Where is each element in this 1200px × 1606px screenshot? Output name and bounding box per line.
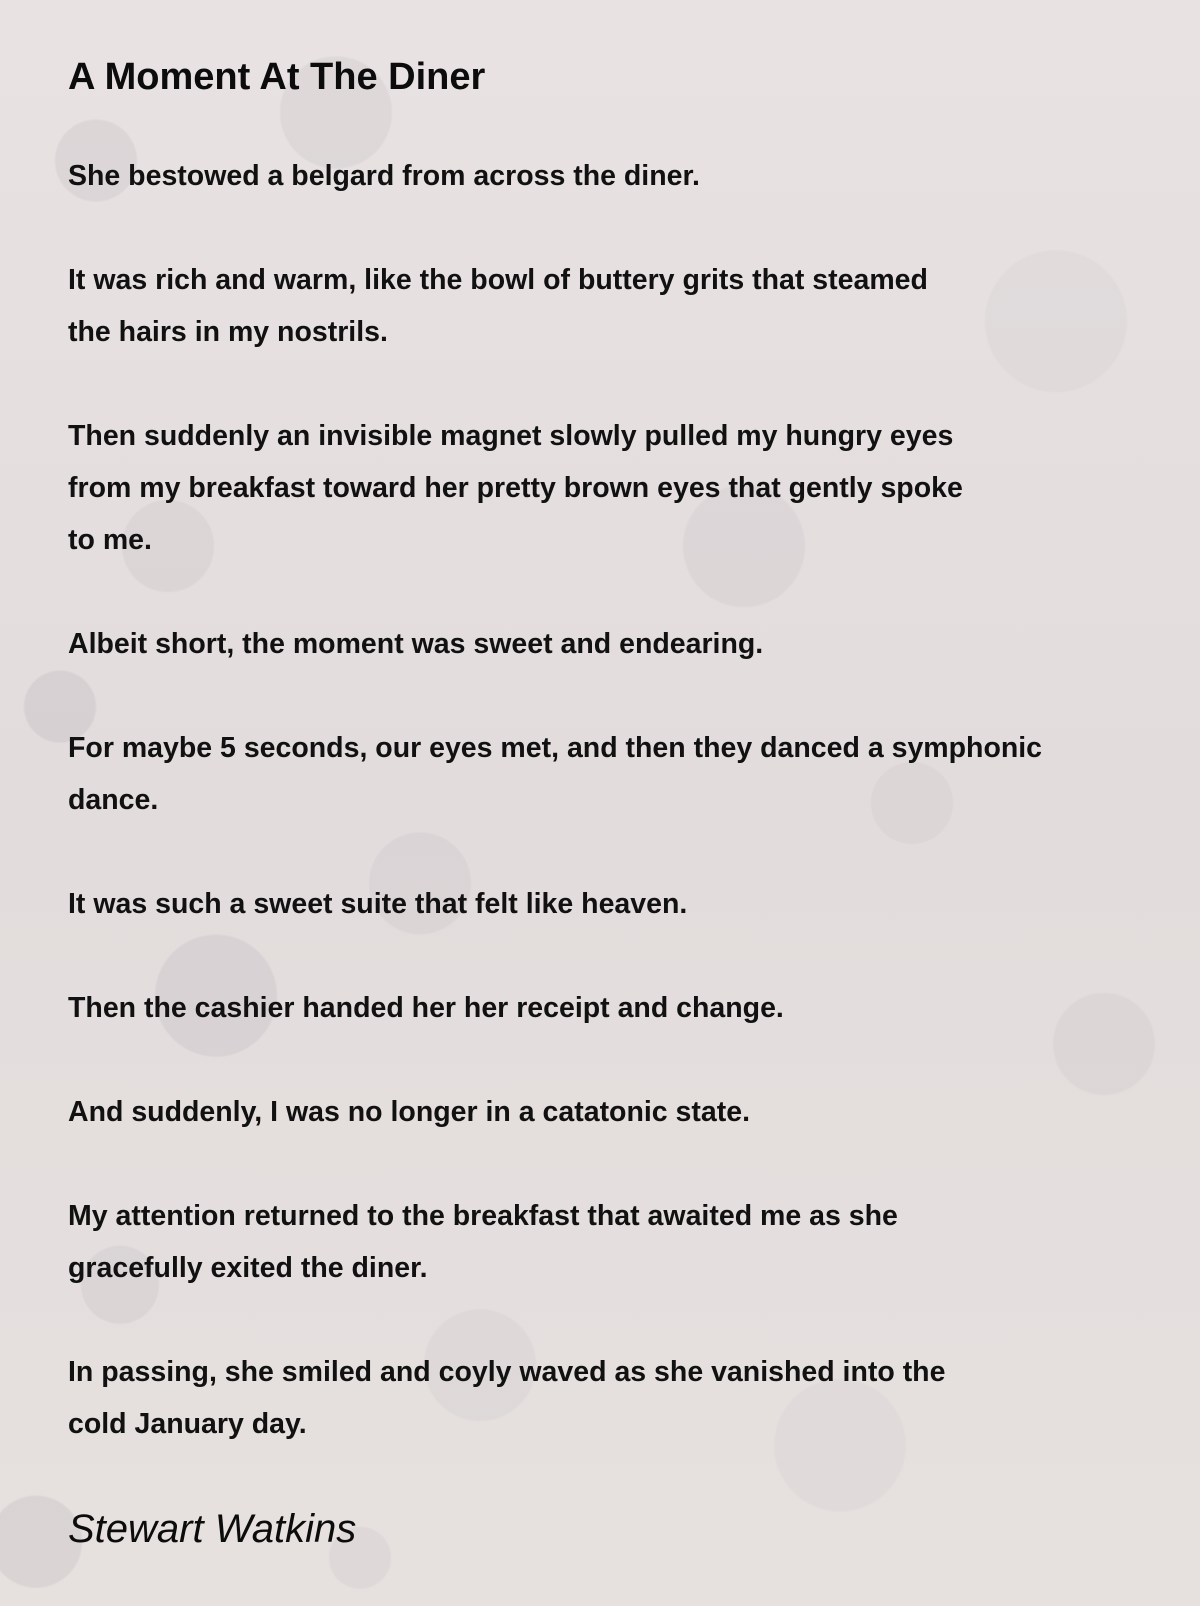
poem-line: It was rich and warm, like the bowl of buttery grits that steamed: [68, 264, 928, 296]
stanza: [68, 1086, 1188, 1138]
stanza: [68, 878, 1188, 930]
poem-line: gracefully exited the diner.: [68, 1252, 428, 1284]
poem-body: [68, 150, 1188, 1450]
poem-title: A Moment At The Diner: [68, 56, 486, 98]
poem-line: It was such a sweet suite that felt like heaven.: [68, 888, 688, 920]
stanza: [68, 618, 1188, 670]
poem-line: the hairs in my nostrils.: [68, 316, 388, 348]
stanza: [68, 722, 1188, 826]
poem-line: Then suddenly an invisible magnet slowly pulled my hungry eyes: [68, 420, 954, 452]
poem-line: In passing, she smiled and coyly waved as she vanished into the: [68, 1356, 946, 1388]
poem-line: Albeit short, the moment was sweet and endearing.: [68, 628, 764, 660]
poem-line: Then the cashier handed her her receipt and change.: [68, 992, 784, 1024]
stanza: [68, 1346, 1188, 1450]
poem-line: from my breakfast toward her pretty brown eyes that gently spoke: [68, 472, 963, 504]
poem-line: My attention returned to the breakfast that awaited me as she: [68, 1200, 898, 1232]
poem-line: And suddenly, I was no longer in a catatonic state.: [68, 1096, 751, 1128]
poem-line: dance.: [68, 784, 159, 816]
poem-line: For maybe 5 seconds, our eyes met, and then they danced a symphonic: [68, 732, 1043, 764]
stanza: [68, 982, 1188, 1034]
poem-line: to me.: [68, 524, 152, 556]
poem-author: Stewart Watkins: [68, 1507, 357, 1551]
stanza: [68, 1190, 1188, 1294]
stanza: [68, 410, 1188, 566]
stanza: [68, 150, 1188, 202]
poem-line: She bestowed a belgard from across the diner.: [68, 160, 700, 192]
stanza: [68, 254, 1188, 358]
poem-line: cold January day.: [68, 1408, 307, 1440]
